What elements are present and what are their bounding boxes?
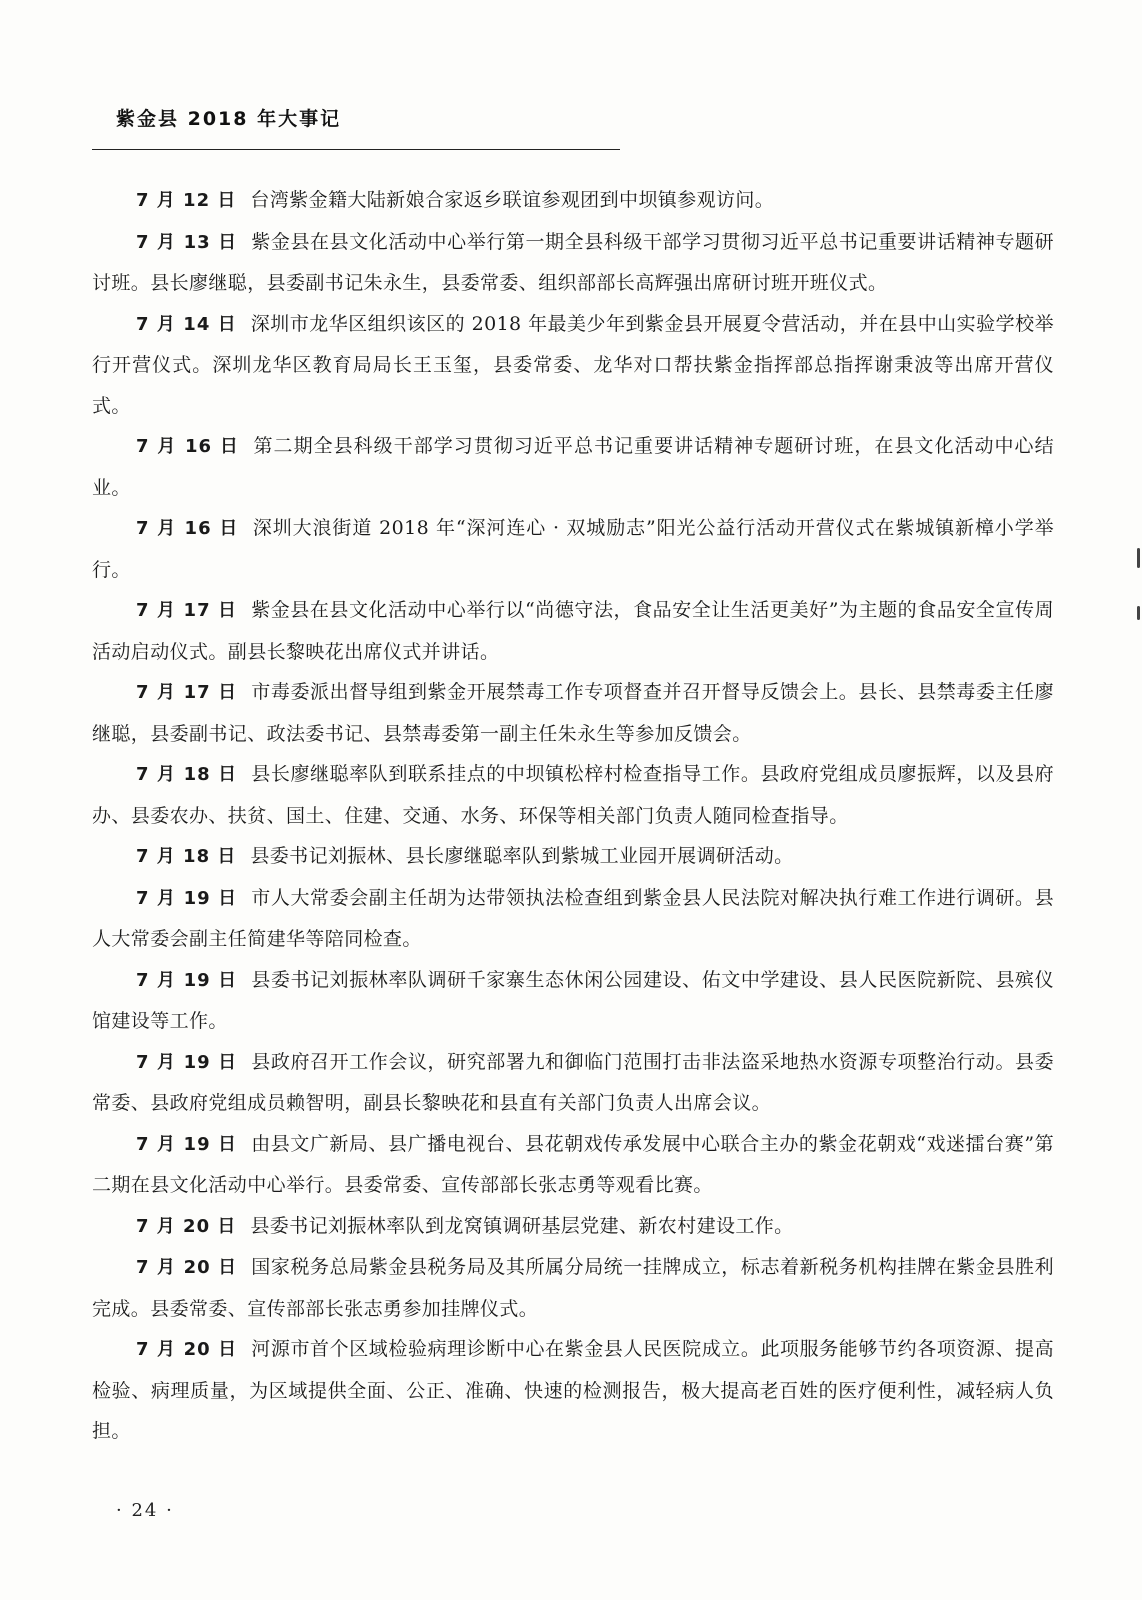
entry-text: 第二期全县科级干部学习贯彻习近平总书记重要讲话精神专题研讨班，在县文化活动中心结业。 — [92, 435, 1054, 499]
entry-date: 7 月 13 日 — [136, 231, 238, 253]
entry-text: 紫金县在县文化活动中心举行第一期全县科级干部学习贯彻习近平总书记重要讲话精神专题研讨班。县长廖继聪，县委副书记朱永生，县委常委、组织部部长高辉强出席研讨班开班仪式。 — [92, 230, 1055, 294]
entry-date: 7 月 19 日 — [136, 1133, 238, 1155]
entry — [92, 1124, 1054, 1206]
entry-text: 县委书记刘振林、县长廖继聪率队到紫城工业园开展调研活动。 — [250, 845, 794, 867]
chronicle-entries — [92, 180, 1054, 1452]
entry — [92, 304, 1054, 427]
page-number: · 24 · — [116, 1500, 174, 1521]
entry-date: 7 月 16 日 — [136, 518, 239, 539]
entry — [92, 590, 1054, 672]
entry — [92, 836, 1054, 878]
entry-text: 深圳大浪街道 2018 年“深河连心 · 双城励志”阳光公益行活动开营仪式在紫城镇新樟小学举行。 — [92, 517, 1054, 581]
entry-text: 深圳市龙华区组织该区的 2018 年最美少年到紫金县开展夏令营活动，并在县中山实验学校举行开营仪式。深圳龙华区教育局局长王玉玺，县委常委、龙华对口帮扶紫金指挥部总指挥谢秉波等出席开营仪式。 — [92, 312, 1054, 417]
entry-text: 国家税务总局紫金县税务局及其所属分局统一挂牌成立，标志着新税务机构挂牌在紫金县胜利完成。县委常委、宣传部部长张志勇参加挂牌仪式。 — [92, 1256, 1055, 1320]
entry-date: 7 月 17 日 — [136, 600, 238, 621]
entry — [92, 672, 1054, 754]
entry-date: 7 月 18 日 — [136, 846, 237, 867]
entry-date: 7 月 12 日 — [136, 190, 237, 211]
entry-text: 台湾紫金籍大陆新娘合家返乡联谊参观团到中坝镇参观访问。 — [250, 189, 775, 211]
entry-text: 紫金县在县文化活动中心举行以“尚德守法，食品安全让生活更美好”为主题的食品安全宣传周活动启动仪式。副县长黎映花出席仪式并讲话。 — [92, 599, 1055, 663]
entry — [92, 180, 1054, 222]
entry-date: 7 月 16 日 — [136, 436, 240, 457]
entry-date: 7 月 19 日 — [136, 887, 238, 909]
entry-text: 市人大常委会副主任胡为达带领执法检查组到紫金县人民法院对解决执行难工作进行调研。县人大常委会副主任简建华等陪同检查。 — [92, 886, 1055, 950]
entry-text: 县委书记刘振林率队调研千家寨生态休闲公园建设、佑文中学建设、县人民医院新院、县殡仪馆建设等工作。 — [92, 968, 1055, 1032]
entry-text: 县政府召开工作会议，研究部署九和御临门范围打击非法盗采地热水资源专项整治行动。县委常委、县政府党组成员赖智明，副县长黎映花和县直有关部门负责人出席会议。 — [92, 1050, 1055, 1114]
entry — [92, 1247, 1054, 1329]
entry — [92, 508, 1054, 590]
entry — [92, 1042, 1054, 1124]
entry-date: 7 月 20 日 — [136, 1339, 238, 1360]
entry-date: 7 月 20 日 — [136, 1257, 238, 1278]
entry — [92, 222, 1054, 304]
entry — [92, 878, 1054, 960]
entry-date: 7 月 19 日 — [136, 1051, 238, 1073]
entry — [92, 1329, 1054, 1452]
entry-date: 7 月 14 日 — [136, 313, 237, 335]
entry-date: 7 月 19 日 — [136, 969, 238, 991]
scan-edge-mark — [1137, 606, 1140, 620]
entry-date: 7 月 17 日 — [136, 682, 238, 703]
running-title: 紫金县 2018 年大事记 — [116, 108, 342, 130]
entry-date: 7 月 20 日 — [136, 1215, 237, 1237]
entry-text: 市毒委派出督导组到紫金开展禁毒工作专项督查并召开督导反馈会上。县长、县禁毒委主任廖继聪，县委副书记、政法委书记、县禁毒委第一副主任朱永生等参加反馈会。 — [92, 681, 1055, 745]
entry-text: 河源市首个区域检验病理诊断中心在紫金县人民医院成立。此项服务能够节约各项资源、提高检验、病理质量，为区域提供全面、公正、准确、快速的检测报告，极大提高老百姓的医疗便利性，减轻病人负担。 — [92, 1338, 1055, 1442]
entry-text: 县长廖继聪率队到联系挂点的中坝镇松梓村检查指导工作。县政府党组成员廖振辉，以及县府办、县委农办、扶贫、国土、住建、交通、水务、环保等相关部门负责人随同检查指导。 — [92, 763, 1055, 827]
entry — [92, 754, 1054, 836]
entry-text: 县委书记刘振林率队到龙窝镇调研基层党建、新农村建设工作。 — [250, 1214, 794, 1237]
scan-edge-mark — [1137, 548, 1140, 568]
header-rule — [92, 149, 620, 150]
entry — [92, 960, 1054, 1042]
entry-date: 7 月 18 日 — [136, 764, 238, 785]
entry — [92, 1206, 1054, 1248]
entry-text: 由县文广新局、县广播电视台、县花朝戏传承发展中心联合主办的紫金花朝戏“戏迷擂台赛”第二期在县文化活动中心举行。县委常委、宣传部部长张志勇等观看比赛。 — [92, 1132, 1055, 1196]
entry — [92, 426, 1054, 508]
